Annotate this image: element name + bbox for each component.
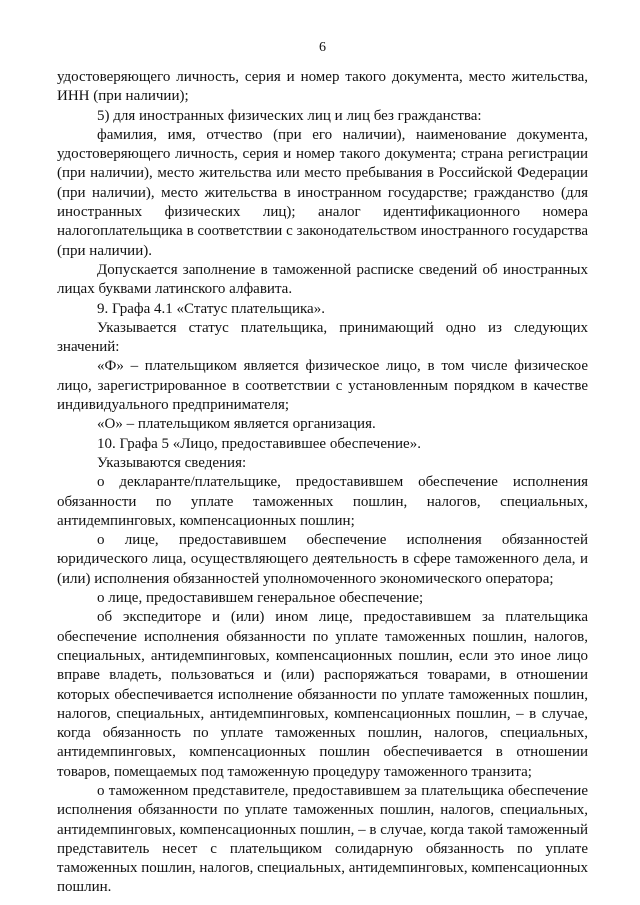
paragraph: 5) для иностранных физических лиц и лиц без гражданства: [97, 107, 482, 124]
paragraph: о лице, предоставившем генеральное обеспечение; [97, 590, 424, 607]
paragraph: Указывается статус плательщика, принимающий одно из следующих значений: [57, 319, 588, 356]
paragraph: о декларанте/плательщике, предоставившем обеспечение исполнения обязанности по уплате таможенных пошлин, налогов, специальных, антидемпинговых, компенсационных пошлин; [57, 474, 588, 529]
paragraph: о лице, предоставившем обеспечение исполнения обязанностей юридического лица, осуществляющего деятельность в сфере таможенного дела, и (или) исполнения обязанностей уполномоченного экономического оператора; [57, 532, 588, 587]
paragraph: «О» – плательщиком является организация. [97, 416, 376, 433]
paragraph: 10. Графа 5 «Лицо, предоставившее обеспечение». [97, 435, 421, 452]
paragraph: об экспедиторе и (или) ином лице, предоставившем за плательщика обеспечение исполнения обязанности по уплате таможенных пошлин, налогов, специальных, антидемпинговых, компенсационных пошлин, если это иное лицо вправе владеть, пользоваться и (или) распоряжаться товарами, в отношении которых обеспечивается исполнение обязанности по уплате таможенных пошлин, налогов, специальных, антидемпинговых, компенсационных пошлин, – в случае, когда обязанность по уплате таможенных пошлин, налогов, специальных, антидемпинговых, компенсационных пошлин обеспечивается в отношении товаров, помещаемых под таможенную процедуру таможенного транзита; [57, 609, 588, 780]
body-text [57, 68, 588, 898]
paragraph: Допускается заполнение в таможенной расписке сведений об иностранных лицах буквами латинского алфавита. [57, 261, 588, 298]
paragraph: о таможенном представителе, предоставившем за плательщика обеспечение исполнения обязанности по уплате таможенных пошлин, налогов, специальных, антидемпинговых, компенсационных пошлин, – в случае, когда такой таможенный представитель несет с плательщиком солидарную обязанность по уплате таможенных пошлин, налогов, специальных, антидемпинговых, компенсационных пошлин. [57, 782, 588, 896]
paragraph: фамилия, имя, отчество (при его наличии), наименование документа, удостоверяющего личность, серия и номер такого документа; страна регистрации (при наличии), место жительства или место пребывания в Российской Федерации (при наличии), место жительства в иностранном государстве; гражданство (для иностранных физических лиц); аналог идентификационного номера налогоплательщика в соответствии с законодательством иностранного государства (при наличии). [57, 126, 588, 259]
paragraph: удостоверяющего личность, серия и номер такого документа, место жительства, ИНН (при наличии); [57, 69, 588, 105]
paragraph: 9. Графа 4.1 «Статус плательщика». [97, 300, 325, 317]
paragraph: «Ф» – плательщиком является физическое лицо, в том числе физическое лицо, зарегистрированное в соответствии с установленным порядком в качестве индивидуального предпринимателя; [57, 358, 588, 414]
page-number: 6 [319, 40, 326, 55]
paragraph: Указываются сведения: [97, 454, 247, 471]
